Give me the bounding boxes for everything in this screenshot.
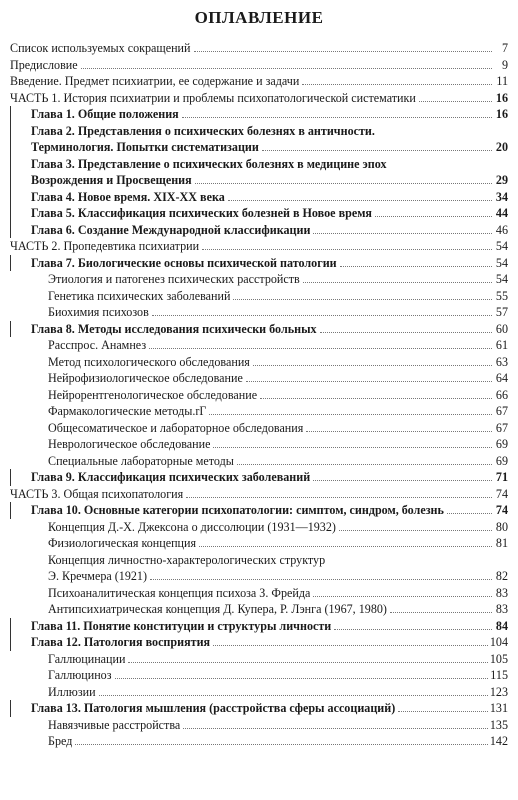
page-number: 67 <box>495 420 508 435</box>
entry-title: Введение. Предмет психиатрии, ее содержание и задачи <box>10 74 300 88</box>
toc-entry-section[interactable] <box>10 337 508 354</box>
entry-title: Неврологическое обследование <box>48 437 211 451</box>
toc-entry-chapter-8[interactable] <box>10 321 508 338</box>
entry-title: Глава 3. Представление о психических болезнях в медицине эпох <box>31 156 387 171</box>
toc-entry-section[interactable] <box>10 271 508 288</box>
dot-leader <box>390 612 492 613</box>
page-number: 74 <box>495 486 508 501</box>
toc-entry-introduction[interactable] <box>10 73 508 90</box>
toc-entry-chapter-12[interactable] <box>10 634 508 651</box>
toc-entry-chapter-1[interactable] <box>10 106 508 123</box>
page-number: 11 <box>496 74 508 88</box>
entry-title: Нейрофизиологическое обследование <box>48 371 243 385</box>
page-number: 80 <box>495 519 508 534</box>
entry-title: Глава 1. Общие положения <box>31 107 179 121</box>
page-number: 123 <box>489 684 508 699</box>
page-number: 55 <box>495 288 508 303</box>
toc-entry-part-2[interactable] <box>10 238 508 255</box>
page-number: 7 <box>501 41 508 55</box>
toc-entry-chapter-3[interactable] <box>10 156 508 189</box>
entry-title: Расспрос. Анамнез <box>48 338 147 352</box>
toc-entry-chapter-2[interactable] <box>10 123 508 156</box>
dot-leader <box>306 431 492 432</box>
dot-leader <box>339 530 492 531</box>
toc-entry-section[interactable] <box>10 387 508 404</box>
dot-leader <box>320 332 492 333</box>
toc-entry-section[interactable] <box>10 519 508 536</box>
dot-leader <box>209 414 492 415</box>
dot-leader <box>302 84 492 85</box>
entry-title: Галлюциноз <box>48 668 112 682</box>
dot-leader <box>152 315 492 316</box>
dot-leader <box>228 200 492 201</box>
entry-title: Физиологическая концепция <box>48 536 197 550</box>
dot-leader <box>115 678 489 679</box>
entry-title: Нейрорентгенологическое обследование <box>48 387 258 402</box>
toc-entry-chapter-13[interactable] <box>10 700 508 717</box>
page-number: 60 <box>495 321 508 336</box>
page-number: 29 <box>495 173 508 187</box>
page-number: 131 <box>489 701 508 715</box>
dot-leader <box>334 629 492 630</box>
toc-entry-section[interactable] <box>10 733 508 750</box>
entry-title: Специальные лабораторные методы <box>48 453 234 468</box>
entry-title: Психоаналитическая концепция психоза З. Фрейда <box>48 585 311 600</box>
dot-leader <box>313 233 492 234</box>
dot-leader <box>260 398 492 399</box>
page-number: 67 <box>495 404 508 418</box>
dot-leader <box>213 447 492 448</box>
page-number: 115 <box>490 668 508 682</box>
page-number: 34 <box>495 189 508 204</box>
dot-leader <box>213 645 488 646</box>
entry-title: Глава 4. Новое время. XIX-XX века <box>31 189 225 204</box>
toc-entry-section[interactable] <box>10 288 508 305</box>
toc-entry-part-1[interactable] <box>10 90 508 107</box>
toc-entry-chapter-6[interactable] <box>10 222 508 239</box>
page-number: 54 <box>495 239 508 253</box>
toc-entry-section[interactable] <box>10 370 508 387</box>
dot-leader <box>398 711 488 712</box>
entry-title: Фармакологические методы.rГ <box>48 404 207 418</box>
toc-entry-abbreviations[interactable] <box>10 40 508 57</box>
entry-title: Бред <box>48 734 73 748</box>
page-number: 142 <box>489 734 508 748</box>
entry-title: Глава 12. Патология восприятия <box>31 635 211 649</box>
page-number: 69 <box>495 453 508 468</box>
page-number: 104 <box>489 635 508 649</box>
entry-title: Глава 11. Понятие конституции и структуры личности <box>31 618 332 633</box>
toc-entry-section[interactable] <box>10 601 508 618</box>
entry-title: Иллюзии <box>48 684 96 699</box>
dot-leader <box>75 744 488 745</box>
dot-leader <box>303 282 492 283</box>
page-number: 69 <box>495 437 508 451</box>
dot-leader <box>199 546 492 547</box>
page-title: ОПЛАВЛЕНИЕ <box>194 8 324 27</box>
entry-title: Предисловие <box>10 57 78 72</box>
entry-title: Глава 6. Создание Международной классификации <box>31 222 311 237</box>
dot-leader <box>246 381 492 382</box>
page-number: 16 <box>495 107 508 121</box>
entry-title: Глава 7. Биологические основы психической патологии <box>31 255 337 270</box>
dot-leader <box>150 579 492 580</box>
toc-entry-section[interactable] <box>10 354 508 371</box>
page-number: 66 <box>495 387 508 402</box>
dot-leader <box>375 216 492 217</box>
dot-leader <box>81 68 492 69</box>
toc-entry-chapter-5[interactable] <box>10 205 508 222</box>
page-number: 61 <box>495 338 508 352</box>
entry-title: Глава 13. Патология мышления (расстройства сферы ассоциаций) <box>31 701 396 715</box>
entry-title: Глава 2. Представления о психических болезнях в античности. <box>31 123 375 138</box>
entry-title-continued: Возрождения и Просвещения <box>31 173 192 187</box>
toc-entry-section[interactable] <box>10 651 508 668</box>
entry-title: Концепция Д.-Х. Джексона о диссолюции (1931—1932) <box>48 519 336 534</box>
page-number: 54 <box>495 255 508 270</box>
dot-leader <box>128 662 487 663</box>
dot-leader <box>182 117 492 118</box>
dot-leader <box>419 101 492 102</box>
dot-leader <box>149 348 492 349</box>
toc-entry-chapter-4[interactable] <box>10 189 508 206</box>
dot-leader <box>233 299 492 300</box>
page-number: 64 <box>495 371 508 385</box>
toc-entry-section[interactable] <box>10 436 508 453</box>
toc-entry-section[interactable] <box>10 304 508 321</box>
toc-entry-chapter-9[interactable] <box>10 469 508 486</box>
toc-entry-preface[interactable] <box>10 57 508 74</box>
entry-title: Галлюцинации <box>48 651 126 666</box>
dot-leader <box>195 183 492 184</box>
dot-leader <box>313 480 492 481</box>
toc-entry-chapter-11[interactable] <box>10 618 508 635</box>
dot-leader <box>202 249 492 250</box>
toc-entry-chapter-10[interactable] <box>10 502 508 519</box>
page-number: 74 <box>495 503 508 517</box>
dot-leader <box>313 596 492 597</box>
page-number: 83 <box>495 585 508 600</box>
entry-title: Концепция личностно-характерологических структур <box>48 552 326 567</box>
entry-title-continued: Э. Кречмера (1921) <box>48 569 147 583</box>
toc-entry-section[interactable] <box>10 667 508 684</box>
page-number: 57 <box>495 305 508 319</box>
toc-entry-part-3[interactable] <box>10 486 508 503</box>
entry-title: Метод психологического обследования <box>48 354 250 369</box>
entry-title: ЧАСТЬ 3. Общая психопатология <box>10 486 184 501</box>
dot-leader <box>99 695 488 696</box>
entry-title: Генетика психических заболеваний <box>48 288 231 303</box>
toc-entry-section[interactable] <box>10 535 508 552</box>
toc-entry-section[interactable] <box>10 420 508 437</box>
page-number: 16 <box>495 90 508 105</box>
toc-entry-section[interactable] <box>10 585 508 602</box>
entry-title-continued: Терминология. Попытки систематизации <box>31 140 259 154</box>
entry-title: Этиология и патогенез психических расстройств <box>48 272 300 286</box>
page-number: 9 <box>501 57 508 72</box>
toc-entry-section[interactable] <box>10 684 508 701</box>
entry-title: Глава 8. Методы исследования психически больных <box>31 321 317 336</box>
toc-entry-section[interactable] <box>10 403 508 420</box>
entry-title: Глава 10. Основные категории психопатологии: симптом, синдром, болезнь <box>31 503 444 517</box>
dot-leader <box>447 513 492 514</box>
table-of-contents <box>10 40 508 750</box>
page-number: 105 <box>489 651 508 666</box>
entry-title: Антипсихиатрическая концепция Д. Купера, Р. Лэнга (1967, 1980) <box>48 602 387 616</box>
dot-leader <box>340 266 492 267</box>
entry-title: ЧАСТЬ 1. История психиатрии и проблемы психопатологической систематики <box>10 90 416 105</box>
page-number: 81 <box>495 536 508 550</box>
dot-leader <box>253 365 492 366</box>
dot-leader <box>237 464 492 465</box>
toc-entry-section[interactable] <box>10 453 508 470</box>
toc-entry-section[interactable] <box>10 552 508 585</box>
page-number: 135 <box>489 717 508 732</box>
dot-leader <box>262 150 492 151</box>
page-number: 20 <box>495 140 508 154</box>
entry-title: ЧАСТЬ 2. Пропедевтика психиатрии <box>10 239 200 253</box>
entry-title: Навязчивые расстройства <box>48 717 181 732</box>
entry-title: Биохимия психозов <box>48 305 149 319</box>
dot-leader <box>194 51 492 52</box>
page-number: 84 <box>495 618 508 633</box>
toc-entry-section[interactable] <box>10 717 508 734</box>
page-number: 71 <box>495 470 508 484</box>
page-number: 63 <box>495 354 508 369</box>
entry-title: Глава 9. Классификация психических заболеваний <box>31 470 311 484</box>
entry-title: Общесоматическое и лабораторное обследования <box>48 420 304 435</box>
entry-title: Список используемых сокращений <box>10 41 191 55</box>
dot-leader <box>183 728 488 729</box>
toc-entry-chapter-7[interactable] <box>10 255 508 272</box>
page-number: 44 <box>495 206 508 220</box>
page-number: 83 <box>495 602 508 616</box>
page-number: 46 <box>495 222 508 237</box>
page-number: 54 <box>495 272 508 286</box>
entry-title: Глава 5. Классификация психических болезней в Новое время <box>31 206 372 220</box>
dot-leader <box>186 497 492 498</box>
page-number: 82 <box>495 569 508 583</box>
